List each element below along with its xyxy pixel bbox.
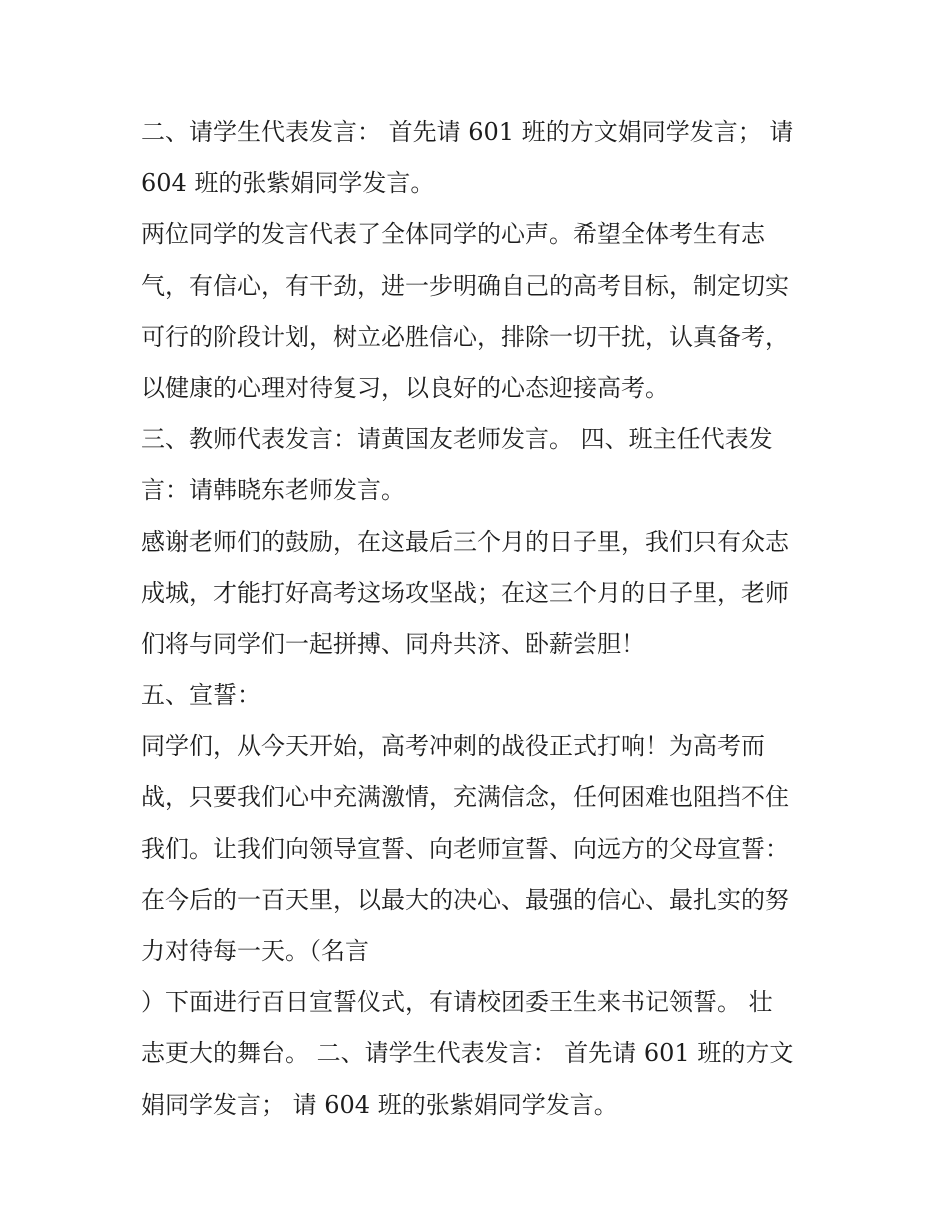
- text-line: 五、宣誓：: [141, 681, 261, 710]
- document-body: [141, 107, 821, 1131]
- text-line: 我们。让我们向领导宣誓、向老师宣誓、向远方的父母宣誓：: [141, 834, 789, 863]
- text-line: 在今后的一百天里，以最大的决心、最强的信心、最扎实的努: [141, 885, 789, 914]
- text-line: 志更大的舞台。 二、请学生代表发言： 首先请 601 班的方文: [141, 1039, 794, 1068]
- text-line: 成城，才能打好高考这场攻坚战；在这三个月的日子里，老师: [141, 578, 789, 607]
- text-line: 娟同学发言； 请 604 班的张紫娟同学发言。: [141, 1090, 618, 1119]
- text-line: 感谢老师们的鼓励，在这最后三个月的日子里，我们只有众志: [141, 527, 789, 556]
- text-line: 言：请韩晓东老师发言。: [141, 476, 405, 505]
- text-line: ）下面进行百日宣誓仪式，有请校团委王生来书记领誓。 壮: [141, 988, 773, 1017]
- text-line: 两位同学的发言代表了全体同学的心声。希望全体考生有志: [141, 220, 765, 249]
- text-line: 同学们，从今天开始，高考冲刺的战役正式打响！为高考而: [141, 732, 765, 761]
- text-line: 二、请学生代表发言： 首先请 601 班的方文娟同学发言； 请: [141, 118, 794, 146]
- text-line: 战，只要我们心中充满激情，充满信念，任何困难也阻挡不住: [141, 783, 789, 812]
- text-line: 们将与同学们一起拼搏、同舟共济、卧薪尝胆！: [141, 629, 645, 658]
- text-line: 气，有信心，有干劲，进一步明确自己的高考目标，制定切实: [141, 271, 789, 300]
- text-line: 604 班的张紫娟同学发言。: [141, 169, 435, 198]
- text-line: 三、教师代表发言：请黄国友老师发言。 四、班主任代表发: [141, 425, 773, 454]
- text-line: 可行的阶段计划，树立必胜信心，排除一切干扰，认真备考，: [141, 322, 789, 351]
- text-line: 以健康的心理对待复习，以良好的心态迎接高考。: [141, 373, 669, 402]
- text-line: 力对待每一天。（名言: [141, 937, 369, 965]
